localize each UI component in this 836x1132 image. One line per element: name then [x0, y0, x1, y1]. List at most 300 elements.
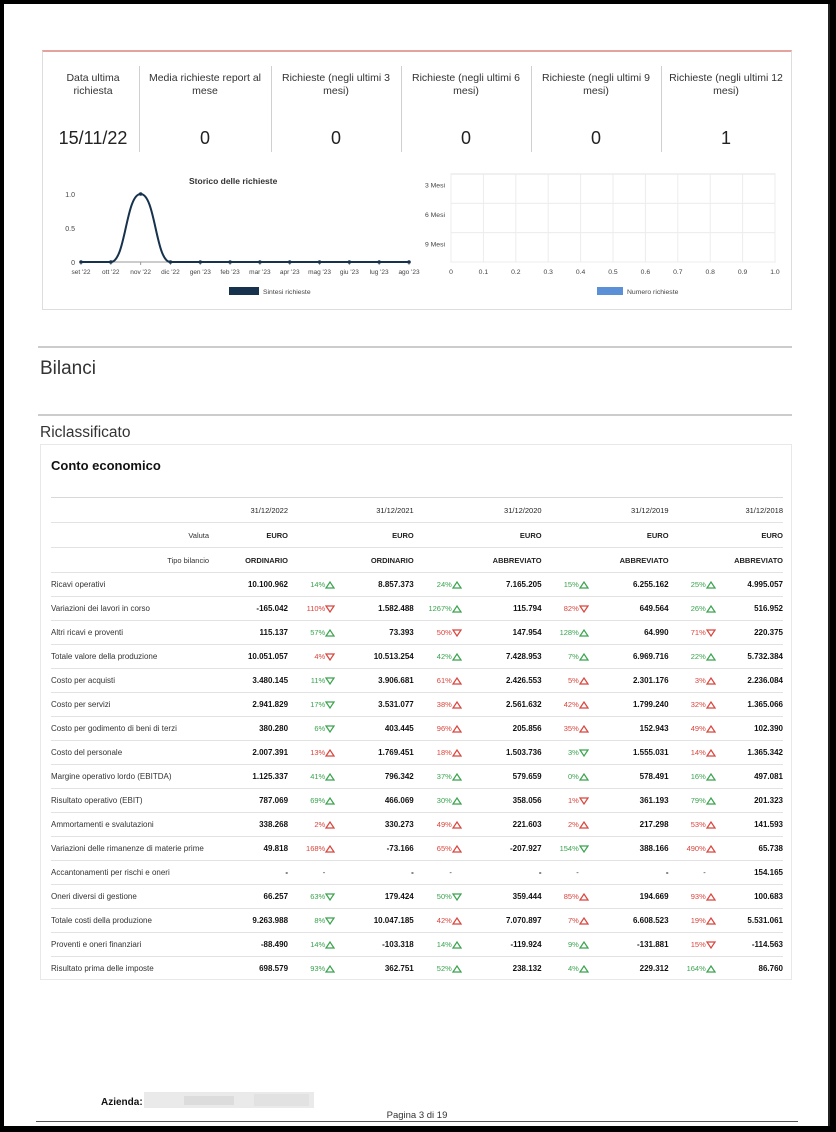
y-category-label: 3 Mesi: [424, 182, 445, 190]
value-cell: 147.954: [470, 621, 542, 645]
trend-cell: [452, 621, 470, 645]
value-cell: 787.069: [211, 789, 288, 813]
azienda-label: Azienda:: [101, 1097, 143, 1108]
value-cell: 579.659: [470, 765, 542, 789]
percent-cell: 13%: [288, 741, 325, 765]
percent-cell: -: [669, 861, 706, 885]
percent-cell: 110%: [288, 597, 325, 621]
value-cell: 194.669: [597, 885, 669, 909]
triangle-up-icon: [706, 701, 716, 709]
valuta-row: [51, 523, 783, 548]
triangle-up-icon: [325, 749, 335, 757]
percent-cell: 71%: [669, 621, 706, 645]
redacted-block: [184, 1096, 234, 1105]
trend-cell: [325, 957, 343, 981]
line-chart-title: Storico delle richieste: [189, 176, 278, 186]
triangle-up-icon: [452, 965, 462, 973]
triangle-up-icon: [706, 845, 716, 853]
data-point: [228, 260, 232, 264]
value-cell: 6.255.162: [597, 573, 669, 597]
x-tick-label: feb '23: [220, 269, 240, 276]
triangle-up-icon: [579, 917, 589, 925]
percent-cell: 2%: [542, 813, 579, 837]
value-cell: 86.760: [724, 957, 783, 981]
value-cell: 497.081: [724, 765, 783, 789]
triangle-up-icon: [325, 941, 335, 949]
percent-cell: 128%: [542, 621, 579, 645]
spacer-cell: [669, 498, 706, 523]
page-number: Pagina 3 di 19: [386, 1110, 448, 1121]
percent-cell: 16%: [669, 765, 706, 789]
section-divider: [38, 346, 792, 348]
triangle-up-icon: [579, 581, 589, 589]
stat-value: 0: [330, 128, 341, 148]
percent-cell: 14%: [414, 933, 452, 957]
requests-card: [42, 50, 792, 310]
percent-cell: 22%: [669, 645, 706, 669]
value-cell: 73.393: [343, 621, 414, 645]
value-cell: 1.365.066: [724, 693, 783, 717]
triangle-up-icon: [325, 821, 335, 829]
row-label: Altri ricavi e proventi: [51, 621, 211, 645]
x-tick-label: 0.2: [511, 269, 521, 276]
percent-cell: 3%: [542, 741, 579, 765]
triangle-up-icon: [325, 581, 335, 589]
value-cell: 152.943: [597, 717, 669, 741]
value-cell: 220.375: [724, 621, 783, 645]
y-tick-label: 1.0: [65, 192, 75, 199]
percent-cell: 1267%: [414, 597, 452, 621]
value-cell: 115.794: [470, 597, 542, 621]
triangle-down-icon: [325, 725, 335, 733]
trend-cell: [325, 885, 343, 909]
header-cell: EURO: [211, 523, 288, 548]
percent-cell: 37%: [414, 765, 452, 789]
line-chart: [45, 170, 425, 310]
percent-cell: 52%: [414, 957, 452, 981]
percent-cell: 82%: [542, 597, 579, 621]
x-tick-label: 0.5: [608, 269, 618, 276]
triangle-down-icon: [706, 629, 716, 637]
stat-box: [401, 66, 532, 152]
percent-cell: 65%: [414, 837, 452, 861]
triangle-up-icon: [579, 893, 589, 901]
row-label: Variazioni dei lavori in corso: [51, 597, 211, 621]
stat-label: Media richieste report al mese: [148, 72, 262, 97]
percent-cell: 85%: [542, 885, 579, 909]
trend-cell: [579, 861, 597, 885]
value-cell: -: [211, 861, 288, 885]
header-cell: EURO: [343, 523, 414, 548]
trend-cell: [579, 693, 597, 717]
triangle-up-icon: [706, 677, 716, 685]
trend-cell: [452, 813, 470, 837]
triangle-up-icon: [452, 701, 462, 709]
value-cell: 6.608.523: [597, 909, 669, 933]
legend-swatch: [229, 287, 259, 295]
stat-value: 0: [199, 128, 210, 148]
table-row: [51, 741, 783, 765]
percent-cell: 490%: [669, 837, 706, 861]
triangle-down-icon: [325, 893, 335, 901]
value-cell: -114.563: [724, 933, 783, 957]
trend-cell: [325, 693, 343, 717]
trend-cell: [579, 837, 597, 861]
header-cell: EURO: [470, 523, 542, 548]
stat-label: Richieste (negli ultimi 3 mesi): [282, 72, 390, 97]
table-row: [51, 909, 783, 933]
value-cell: 141.593: [724, 813, 783, 837]
spacer-cell: [579, 523, 597, 548]
y-category-label: 6 Mesi: [424, 212, 445, 219]
value-cell: 5.732.384: [724, 645, 783, 669]
table-title: Conto economico: [51, 458, 161, 473]
x-tick-label: apr '23: [279, 269, 300, 276]
percent-cell: 19%: [669, 909, 706, 933]
x-tick-label: 0.6: [640, 269, 651, 276]
spacer-cell: [325, 498, 343, 523]
triangle-up-icon: [325, 797, 335, 805]
stat-box: [139, 66, 272, 152]
percent-cell: 38%: [414, 693, 452, 717]
value-cell: 66.257: [211, 885, 288, 909]
x-tick-label: nov '22: [130, 269, 152, 276]
value-cell: 205.856: [470, 717, 542, 741]
value-cell: -207.927: [470, 837, 542, 861]
value-cell: 1.799.240: [597, 693, 669, 717]
table-row: [51, 693, 783, 717]
trend-cell: [579, 789, 597, 813]
triangle-up-icon: [706, 821, 716, 829]
header-cell: 31/12/2022: [211, 498, 288, 523]
percent-cell: 49%: [669, 717, 706, 741]
value-cell: 115.137: [211, 621, 288, 645]
x-tick-label: mag '23: [308, 269, 332, 276]
triangle-down-icon: [325, 605, 335, 613]
value-cell: -: [597, 861, 669, 885]
value-cell: -: [343, 861, 414, 885]
trend-cell: [452, 693, 470, 717]
series-line: [81, 194, 409, 262]
trend-cell: [325, 765, 343, 789]
row-label: Costo per servizi: [51, 693, 211, 717]
row-label: Totale costi della produzione: [51, 909, 211, 933]
row-label: Variazioni delle rimanenze di materie prime: [51, 837, 211, 861]
percent-cell: 14%: [669, 741, 706, 765]
trend-cell: [325, 645, 343, 669]
trend-cell: [706, 837, 724, 861]
stat-label: Richieste (negli ultimi 6 mesi): [412, 72, 520, 97]
header-cell: 31/12/2020: [470, 498, 542, 523]
percent-cell: 11%: [288, 669, 325, 693]
percent-cell: 42%: [414, 909, 452, 933]
triangle-up-icon: [579, 725, 589, 733]
triangle-up-icon: [452, 821, 462, 829]
x-tick-label: ott '22: [102, 269, 120, 276]
trend-cell: [452, 933, 470, 957]
triangle-up-icon: [452, 917, 462, 925]
percent-cell: 69%: [288, 789, 325, 813]
trend-cell: [579, 909, 597, 933]
percent-cell: 2%: [288, 813, 325, 837]
table-row: [51, 765, 783, 789]
percent-cell: 63%: [288, 885, 325, 909]
value-cell: 238.132: [470, 957, 542, 981]
percent-cell: -: [542, 861, 579, 885]
percent-cell: 4%: [288, 645, 325, 669]
value-cell: 330.273: [343, 813, 414, 837]
spacer-cell: [706, 498, 724, 523]
value-cell: -131.881: [597, 933, 669, 957]
row-label: Costo per godimento di beni di terzi: [51, 717, 211, 741]
trend-cell: [706, 693, 724, 717]
trend-cell: [706, 741, 724, 765]
spacer-cell: [288, 548, 325, 573]
row-label: Margine operativo lordo (EBITDA): [51, 765, 211, 789]
trend-cell: [706, 861, 724, 885]
percent-cell: 53%: [669, 813, 706, 837]
triangle-up-icon: [706, 797, 716, 805]
percent-cell: 14%: [288, 573, 325, 597]
percent-cell: 35%: [542, 717, 579, 741]
trend-cell: [706, 765, 724, 789]
triangle-up-icon: [325, 845, 335, 853]
table-row: [51, 573, 783, 597]
trend-cell: [325, 909, 343, 933]
y-category-label: 9 Mesi: [424, 241, 445, 249]
stat-box: [661, 66, 791, 152]
x-tick-label: giu '23: [339, 269, 359, 276]
trend-cell: [706, 885, 724, 909]
trend-cell: [579, 669, 597, 693]
value-cell: 6.969.716: [597, 645, 669, 669]
table-row: [51, 837, 783, 861]
row-label: [51, 498, 211, 523]
value-cell: 1.365.342: [724, 741, 783, 765]
trend-cell: [452, 957, 470, 981]
table-row: [51, 933, 783, 957]
trend-cell: [706, 717, 724, 741]
value-cell: 7.165.205: [470, 573, 542, 597]
value-cell: 49.818: [211, 837, 288, 861]
x-tick-label: dic '22: [161, 269, 180, 276]
spacer-cell: [325, 548, 343, 573]
value-cell: -103.318: [343, 933, 414, 957]
y-tick-label: 0.5: [65, 226, 75, 233]
trend-cell: [579, 933, 597, 957]
trend-cell: [579, 645, 597, 669]
table-row: [51, 717, 783, 741]
trend-cell: [325, 621, 343, 645]
row-label: Tipo bilancio: [51, 548, 211, 573]
percent-cell: 18%: [414, 741, 452, 765]
spacer-cell: [669, 548, 706, 573]
value-cell: 338.268: [211, 813, 288, 837]
value-cell: 361.193: [597, 789, 669, 813]
triangle-down-icon: [579, 797, 589, 805]
percent-cell: 4%: [542, 957, 579, 981]
header-cell: EURO: [724, 523, 783, 548]
value-cell: 2.941.829: [211, 693, 288, 717]
value-cell: -119.924: [470, 933, 542, 957]
percent-cell: 26%: [669, 597, 706, 621]
value-cell: 358.056: [470, 789, 542, 813]
value-cell: 154.165: [724, 861, 783, 885]
triangle-down-icon: [325, 653, 335, 661]
value-cell: 2.236.084: [724, 669, 783, 693]
percent-cell: -: [288, 861, 325, 885]
value-cell: 7.428.953: [470, 645, 542, 669]
triangle-up-icon: [452, 941, 462, 949]
legend-label: Sintesi richieste: [263, 289, 311, 296]
value-cell: 649.564: [597, 597, 669, 621]
footer-line: [36, 1121, 798, 1122]
percent-cell: 168%: [288, 837, 325, 861]
table-row: [51, 645, 783, 669]
trend-cell: [706, 645, 724, 669]
row-label: Ricavi operativi: [51, 573, 211, 597]
trend-cell: [579, 957, 597, 981]
stat-value: 15/11/22: [58, 128, 128, 148]
spacer-cell: [669, 523, 706, 548]
row-label: Costo del personale: [51, 741, 211, 765]
spacer-cell: [414, 548, 452, 573]
trend-cell: [706, 909, 724, 933]
percent-cell: 7%: [542, 645, 579, 669]
trend-cell: [325, 741, 343, 765]
percent-cell: 164%: [669, 957, 706, 981]
table-row: [51, 669, 783, 693]
header-cell: ABBREVIATO: [470, 548, 542, 573]
percent-cell: 15%: [669, 933, 706, 957]
data-point: [169, 260, 173, 264]
percent-cell: 14%: [288, 933, 325, 957]
triangle-down-icon: [579, 749, 589, 757]
value-cell: 10.047.185: [343, 909, 414, 933]
triangle-down-icon: [452, 629, 462, 637]
spacer-cell: [579, 548, 597, 573]
header-cell: 31/12/2019: [597, 498, 669, 523]
triangle-down-icon: [706, 941, 716, 949]
table-row: [51, 789, 783, 813]
spacer-cell: [542, 498, 579, 523]
table-row: [51, 885, 783, 909]
triangle-up-icon: [706, 605, 716, 613]
header-cell: 31/12/2021: [343, 498, 414, 523]
spacer-cell: [452, 548, 470, 573]
row-label: Accantonamenti per rischi e oneri: [51, 861, 211, 885]
triangle-up-icon: [706, 917, 716, 925]
stat-box: [531, 66, 662, 152]
value-cell: 3.531.077: [343, 693, 414, 717]
stat-label: Richieste (negli ultimi 9 mesi): [542, 72, 650, 97]
spacer-cell: [706, 548, 724, 573]
percent-cell: 7%: [542, 909, 579, 933]
value-cell: 64.990: [597, 621, 669, 645]
triangle-up-icon: [579, 773, 589, 781]
trend-cell: [452, 645, 470, 669]
x-tick-label: ago '23: [398, 269, 420, 276]
triangle-down-icon: [325, 677, 335, 685]
data-point: [288, 260, 292, 264]
subsection-title: Riclassificato: [40, 424, 131, 441]
x-tick-label: 0: [449, 269, 453, 276]
value-cell: 359.444: [470, 885, 542, 909]
row-label: Risultato operativo (EBIT): [51, 789, 211, 813]
triangle-down-icon: [579, 605, 589, 613]
row-label: Proventi e oneri finanziari: [51, 933, 211, 957]
spacer-cell: [288, 498, 325, 523]
percent-cell: 61%: [414, 669, 452, 693]
triangle-up-icon: [325, 965, 335, 973]
spacer-cell: [706, 523, 724, 548]
x-tick-label: 0.3: [543, 269, 553, 276]
value-cell: -: [470, 861, 542, 885]
value-cell: 179.424: [343, 885, 414, 909]
report-page: [4, 4, 830, 1126]
trend-cell: [579, 765, 597, 789]
value-cell: 362.751: [343, 957, 414, 981]
percent-cell: 24%: [414, 573, 452, 597]
section-title: Bilanci: [40, 358, 96, 379]
x-tick-label: 0.9: [737, 269, 748, 276]
value-cell: 403.445: [343, 717, 414, 741]
stat-box: [271, 66, 402, 152]
value-cell: 10.051.057: [211, 645, 288, 669]
value-cell: 7.070.897: [470, 909, 542, 933]
x-tick-label: 0.4: [575, 269, 586, 276]
trend-cell: [706, 597, 724, 621]
percent-cell: 9%: [542, 933, 579, 957]
percent-cell: 5%: [542, 669, 579, 693]
triangle-down-icon: [452, 893, 462, 901]
percent-cell: 50%: [414, 885, 452, 909]
table-row: [51, 813, 783, 837]
bar-chart: [413, 170, 783, 310]
stat-box: [47, 66, 140, 152]
header-cell: ORDINARIO: [343, 548, 414, 573]
page-border: [828, 4, 830, 1126]
row-label: Ammortamenti e svalutazioni: [51, 813, 211, 837]
data-point: [139, 192, 143, 196]
triangle-up-icon: [706, 893, 716, 901]
percent-cell: 3%: [669, 669, 706, 693]
data-point: [318, 260, 322, 264]
triangle-up-icon: [452, 605, 462, 613]
percent-cell: 17%: [288, 693, 325, 717]
row-label: Costo per acquisti: [51, 669, 211, 693]
trend-cell: [579, 717, 597, 741]
value-cell: 102.390: [724, 717, 783, 741]
value-cell: 1.555.031: [597, 741, 669, 765]
trend-cell: [325, 669, 343, 693]
percent-cell: 154%: [542, 837, 579, 861]
triangle-down-icon: [325, 917, 335, 925]
trend-cell: [452, 741, 470, 765]
value-cell: 10.513.254: [343, 645, 414, 669]
trend-cell: [325, 933, 343, 957]
percent-cell: 93%: [288, 957, 325, 981]
x-tick-label: 0.8: [705, 269, 715, 276]
table-row: [51, 957, 783, 981]
value-cell: 1.769.451: [343, 741, 414, 765]
stat-value: 0: [590, 128, 601, 148]
trend-cell: [452, 597, 470, 621]
percent-cell: 42%: [414, 645, 452, 669]
conto-economico-table: [51, 497, 783, 980]
triangle-up-icon: [706, 581, 716, 589]
value-cell: -165.042: [211, 597, 288, 621]
